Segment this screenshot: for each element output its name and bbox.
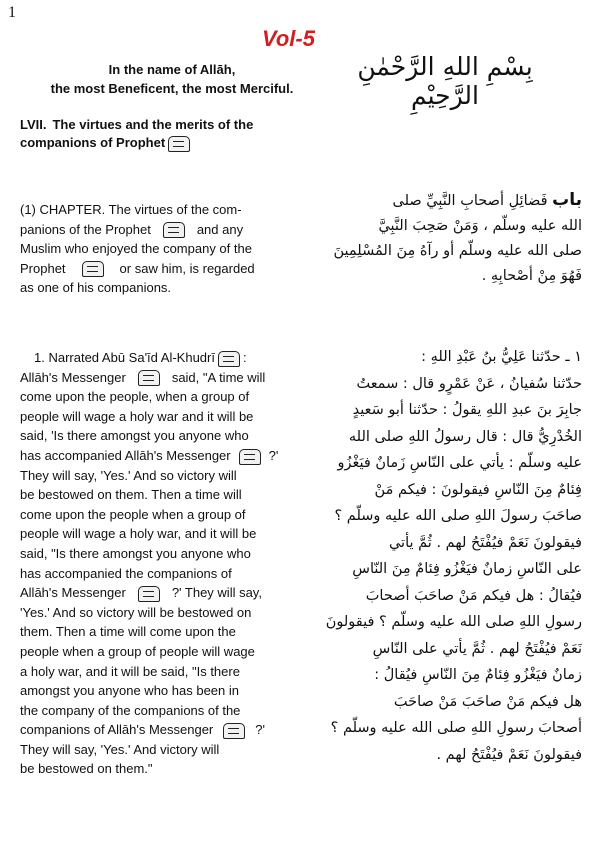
hadith-line: be bestowed on them." bbox=[20, 761, 153, 777]
book-number: LVII. bbox=[20, 117, 47, 132]
hadith-arabic-line: فِئامٌ مِنَ النّاسِ فيقولونَ : فيكم مَنْ bbox=[374, 481, 582, 498]
hadith-line: : bbox=[242, 350, 247, 365]
hadith-line: the company of the companions of the bbox=[20, 702, 241, 718]
hadith-arabic-line: الخُدْرِيُّ قال : قال رسولُ اللهِ صلى الله bbox=[348, 428, 582, 445]
hadith-line: companions of Allāh's Messenger bbox=[20, 722, 214, 738]
hadith-line: a holy war, and it will be said, "Is there bbox=[20, 663, 240, 679]
hadith-arabic-line: أصحابَ رسولِ اللهِ صلى الله عليه وسلّم ؟ bbox=[330, 720, 582, 736]
hadith-line: has accompanied the companions of bbox=[20, 565, 232, 581]
chapter-arabic-line: صلى الله عليه وسلّم أو رآهُ مِنَ المُسْلِمِينَ bbox=[333, 243, 582, 259]
hadith-line: them. Then a time will come upon the bbox=[20, 624, 236, 640]
chapter-arabic-line: فَضائِلِ أصحابِ النَّبِيِّ صلى bbox=[392, 193, 548, 209]
hadith-arabic-line: صاحَبَ رسولَ اللهِ صلى الله عليه وسلّم ؟ bbox=[334, 508, 582, 524]
hadith-line: come upon the people, when a group of bbox=[20, 389, 250, 405]
hadith-arabic-line: هل فيكم مَنْ صاحَبَ مَنْ صاحَبَ bbox=[393, 693, 582, 710]
hadith-arabic-line: زمانٌ فيَغْزُو فِئامٌ مِنَ النّاسِ فيُقالُ : bbox=[374, 667, 582, 683]
chapter-line: Muslim who enjoyed the company of the bbox=[20, 241, 252, 256]
chapter-line: Prophet bbox=[20, 260, 66, 276]
hadith-arabic-line: فيقولونَ نَعَمْ فيُفْتَحُ لهم . bbox=[436, 746, 582, 763]
book-title-line: companions of Prophet bbox=[20, 135, 166, 150]
hadith-line: They will say, 'Yes.' And victory will bbox=[20, 741, 220, 757]
chapter-arabic-line: فَهُوَ مِنْ أصْحابِهِ . bbox=[481, 268, 582, 284]
hadith-line: ?' They will say, bbox=[171, 585, 262, 601]
hadith-line: Allāh's Messenger bbox=[20, 369, 126, 385]
salutation-icon bbox=[218, 351, 240, 367]
hadith-line: said, "Is there amongst you anyone who bbox=[20, 545, 251, 561]
hadith-line: Allāh's Messenger bbox=[20, 585, 126, 601]
salutation-icon bbox=[163, 222, 185, 238]
chapter-line: as one of his companions. bbox=[20, 280, 172, 295]
hadith-arabic-line: فيقولونَ نَعَمْ فيُفْتَحُ لهم . ثُمَّ يأتي bbox=[388, 534, 582, 551]
hadith-line: 1. Narrated Abū Sa'īd Al-Khudrī bbox=[34, 350, 215, 365]
hadith-line: come upon the people when a group of bbox=[20, 506, 246, 522]
hadith-english bbox=[20, 348, 286, 779]
page-number: 1 bbox=[8, 4, 16, 21]
salutation-icon bbox=[239, 449, 261, 465]
hadith-arabic-line: رسولِ اللهِ صلى الله عليه وسلّم ؟ فيقولونَ bbox=[325, 614, 582, 630]
hadith-arabic-line: حدّثنا سُفيانُ ، عَنْ عَمْرٍو قال : سمعتُ bbox=[356, 375, 582, 392]
bismillah-english bbox=[22, 60, 322, 98]
chapter-line: or saw him, is regarded bbox=[119, 260, 255, 276]
hadith-line: said, 'Is there amongst you anyone who bbox=[20, 428, 249, 444]
hadith-line: people when a group of people will wage bbox=[20, 643, 255, 659]
hadith-line: 'Yes.' And so victory will be bestowed on bbox=[20, 604, 252, 620]
bismillah-english-line: the most Beneficent, the most Merciful. bbox=[50, 81, 294, 96]
hadith-arabic-line: ١ ـ حدّثنا عَلِيُّ بنُ عَبْدِ اللهِ : bbox=[421, 349, 582, 365]
hadith-line: people will wage a holy war, and it will be bbox=[20, 526, 257, 542]
hadith-line: They will say, 'Yes.' And so victory will bbox=[20, 467, 237, 483]
hadith-line: amongst you anyone who has been in bbox=[20, 683, 239, 699]
salutation-icon bbox=[223, 723, 245, 739]
book-title bbox=[20, 116, 290, 152]
chapter-line: panions of the Prophet bbox=[20, 221, 151, 237]
salutation-icon bbox=[138, 370, 160, 386]
chapter-arabic-line: الله عليه وسلّم ، وَمَنْ صَحِبَ النَّبِيَّ bbox=[378, 218, 582, 234]
hadith-line: has accompanied Allāh's Messenger bbox=[20, 447, 231, 463]
bismillah-english-line: In the name of Allāh, bbox=[108, 62, 236, 77]
hadith-arabic-line: نَعَمْ فيُفْتَحُ لهم . ثُمَّ يأتي على النّاسِ bbox=[372, 640, 582, 657]
salutation-icon bbox=[82, 261, 104, 277]
chapter-bab-label: باب bbox=[552, 190, 582, 210]
hadith-arabic-line: جابِرَ بنَ عبدِ اللهِ يقولُ : حدّثنا أبو سَعيدٍ bbox=[352, 402, 582, 418]
hadith-line: ?' bbox=[255, 722, 265, 738]
hadith-line: people will wage a holy war and it will be bbox=[20, 408, 254, 424]
hadith-line: ?' bbox=[268, 447, 279, 463]
book-title-line: The virtues and the merits of the bbox=[52, 117, 254, 132]
hadith-arabic bbox=[296, 344, 582, 768]
chapter-heading-arabic bbox=[296, 188, 582, 289]
volume-label: Vol-5 bbox=[262, 26, 315, 51]
hadith-arabic-line: فيُقالُ : هل فيكم مَنْ صاحَبَ أصحابَ bbox=[365, 587, 582, 604]
salutation-icon bbox=[138, 586, 160, 602]
bismillah-arabic-calligraphy: بِسْمِ اللهِ الرَّحْمٰنِ الرَّحِيْمِ bbox=[357, 52, 533, 110]
hadith-arabic-line: على النّاسِ زمانٌ فيَغْزُو فِئامٌ مِنَ النّاسِ bbox=[352, 561, 582, 577]
chapter-line: and any bbox=[196, 221, 244, 237]
chapter-line: (1) CHAPTER. The virtues of the com- bbox=[20, 202, 242, 217]
hadith-line: said, "A time will bbox=[171, 369, 266, 385]
salutation-icon bbox=[168, 136, 190, 152]
hadith-line: be bestowed on them. Then a time will bbox=[20, 487, 242, 503]
chapter-heading-english bbox=[20, 200, 288, 298]
hadith-arabic-line: عليه وسلّم : يأتي على النّاسِ زَمانٌ فيَغْزُو bbox=[337, 455, 582, 471]
